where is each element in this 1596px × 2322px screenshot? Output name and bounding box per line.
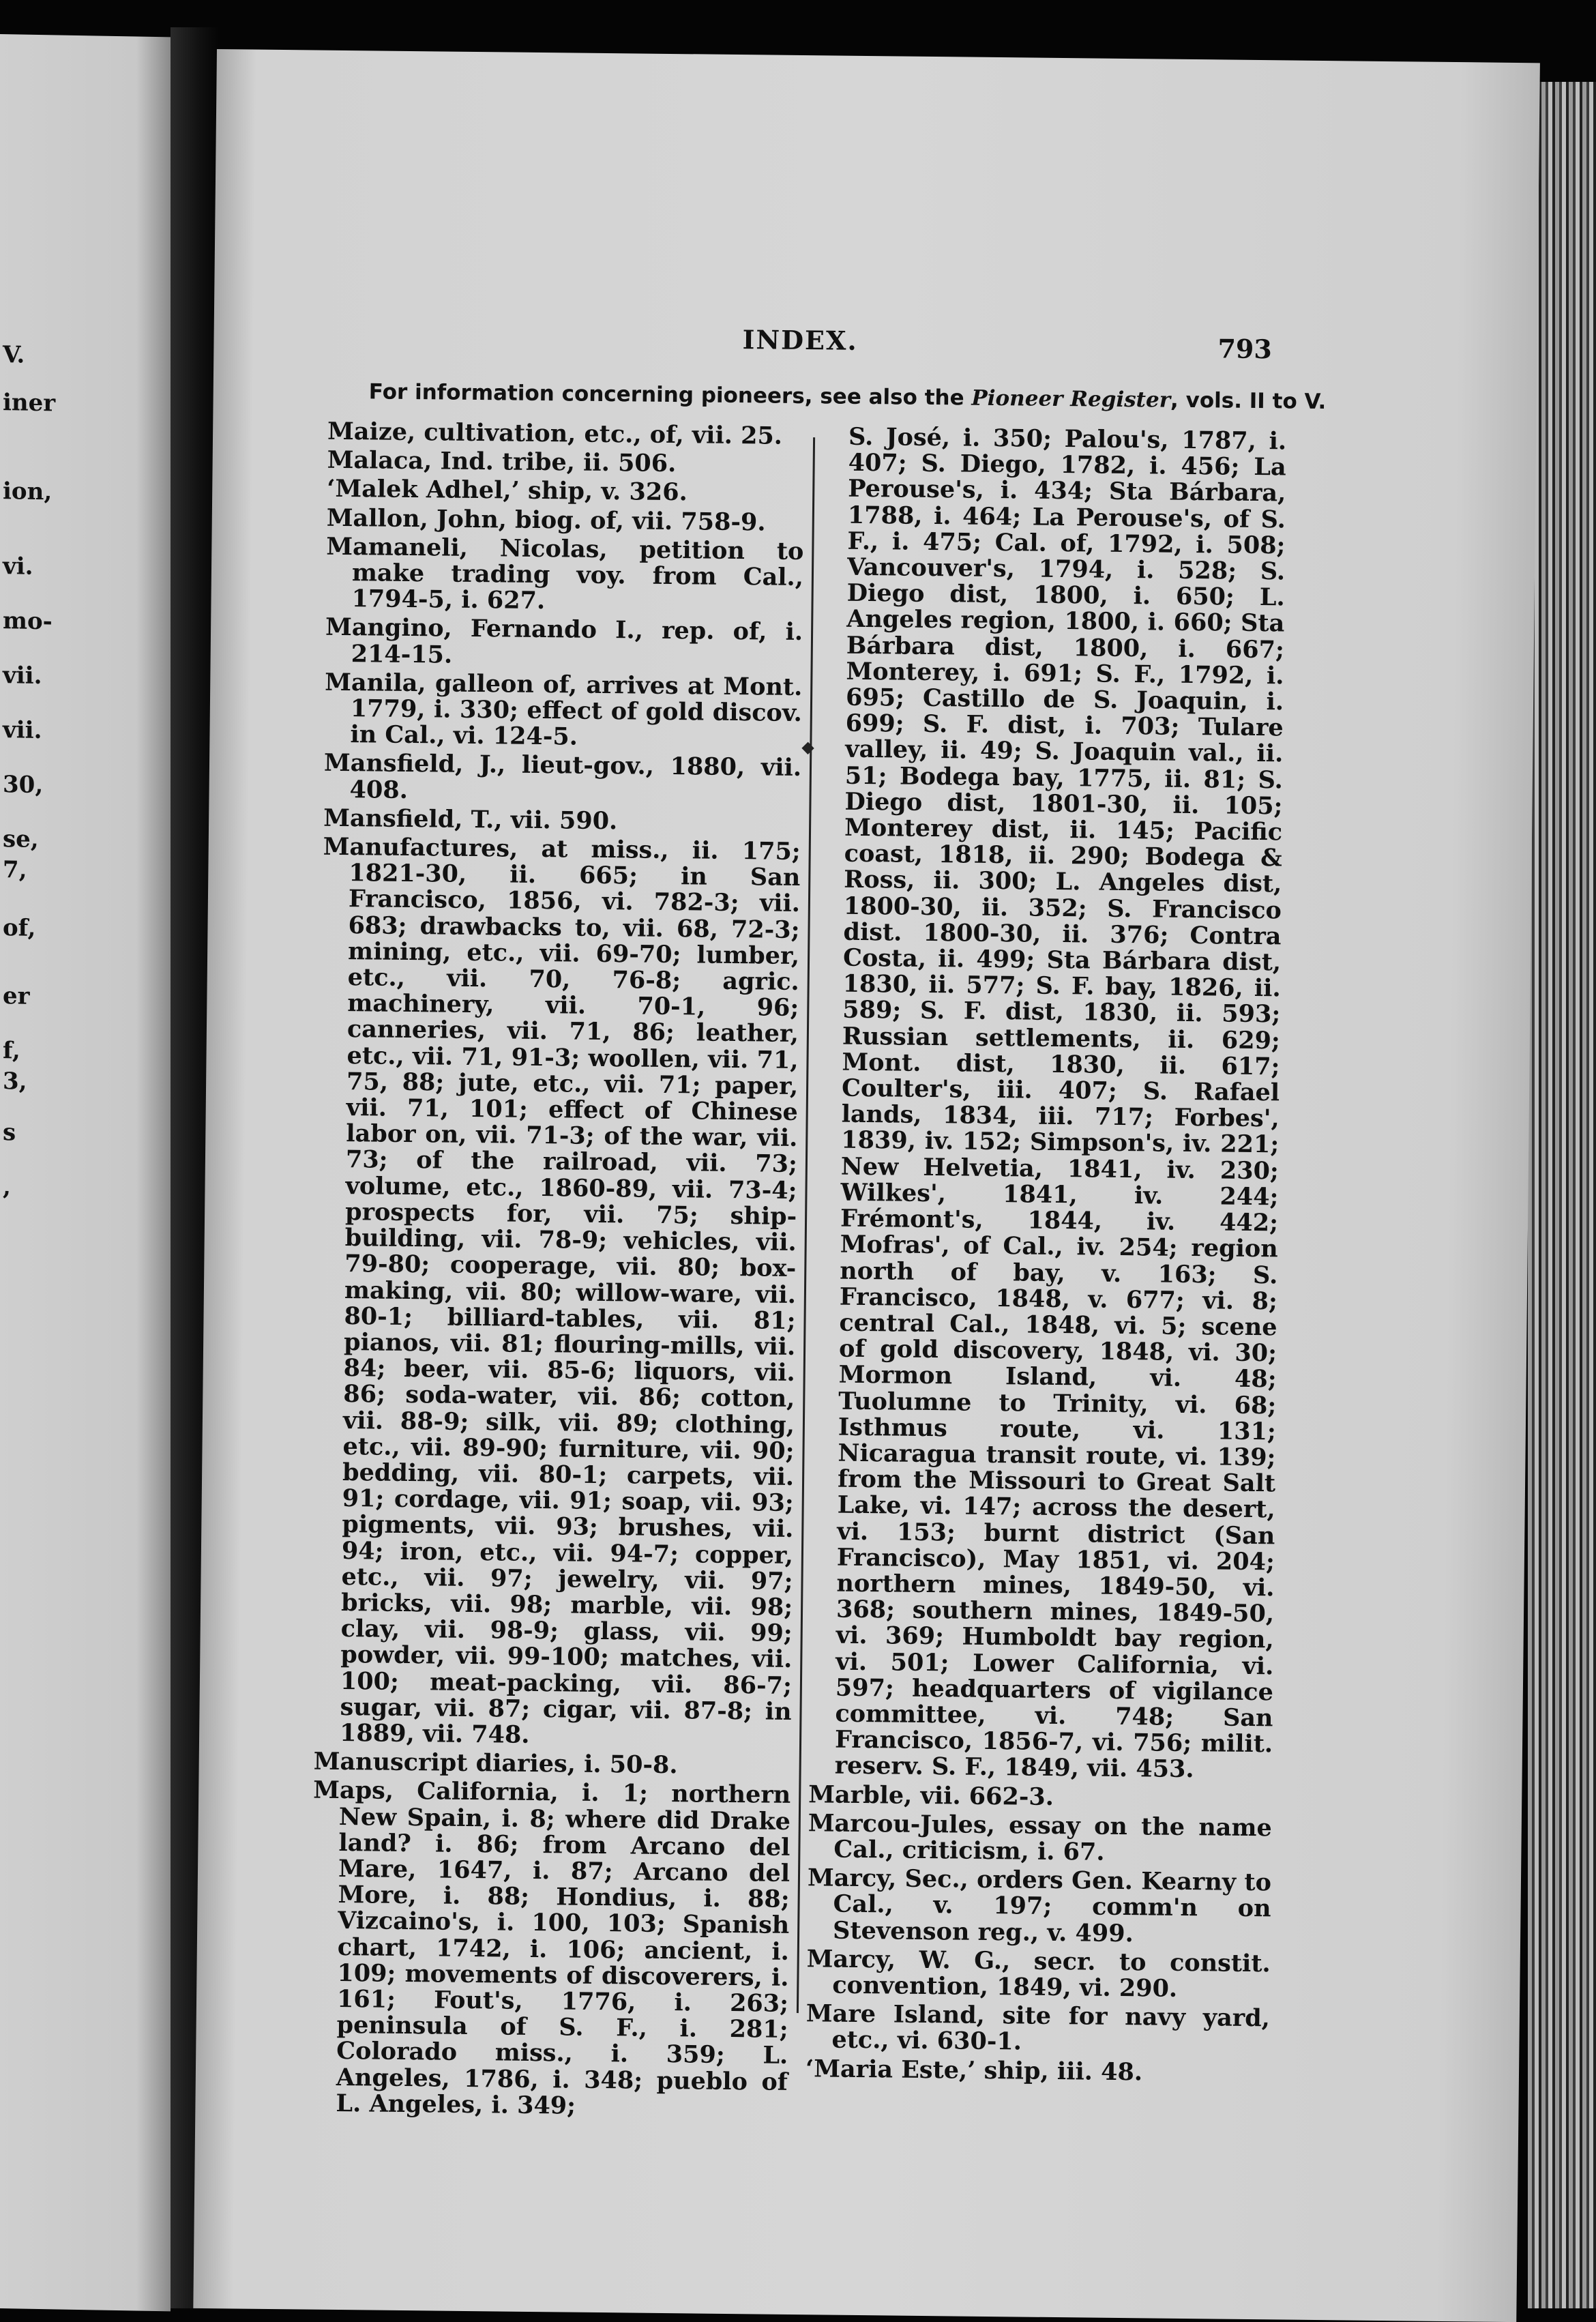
- facing-page-fragment: 30,: [3, 771, 44, 799]
- index-entry: Maize, cultivation, etc., of, vii. 25.: [327, 417, 783, 450]
- facing-page-fragment: mo-: [3, 607, 53, 636]
- running-head: INDEX.: [742, 324, 858, 356]
- page-number: 793: [1217, 333, 1273, 365]
- index-entry: Manufactures, at miss., ii. 175; 1821-30, ii. 665; in San Francisco, 1856, vi. 782-3; vii. 683; drawbacks to, vii. 68, 72-3; mining, etc., vii. 69-70; lumber, etc., vii. 70, 76-8; agric. machinery, vii. 70-1, 96; canneries, vii. 71, 86; leather, etc., vii. 71, 91-3; woollen, vii. 71, 75, 88; jute, etc., vii. 71; paper, vii. 71, 101; effect of Chinese labor on, vii. 71-3; of the war, vii. 73; of the railroad, vii. 73; volume, etc., 1860-89, vii. 73-4; prospects for, vii. 75; ship-building, vii. 78-9; vehicles, vii. 79-80; cooperage, vii. 80; box-making, vii. 80; willow-ware, vii. 80-1; billiard-tables, vii. 81; pianos, vii. 81; flouring-mills, vii. 84; beer, vii. 85-6; liquors, vii. 86; soda-water, vii. 86; cotton, vii. 88-9; silk, vii. 89; clothing, etc., vii. 89-90; furniture, vii. 90; bedding, vii. 80-1; carpets, vii. 91; cordage, vii. 91; soap, vii. 93; pigments, vii. 93; brushes, vii. 94; iron, etc., vii. 94-7; copper, etc., vii. 97; jewelry, vii. 97; bricks, vii. 98; marble, vii. 98; clay, vii. 98-9; glass, vii. 99; powder, vii. 99-100; matches, vii. 100; meat-packing, vii. 86-7; sugar, vii. 87; cigar, vii. 87-8; in 1889, vii. 748.: [323, 832, 801, 1749]
- facing-page-fragment: f,: [3, 1037, 20, 1065]
- facing-page-fragment: er: [3, 982, 30, 1010]
- index-entry: Mallon, John, biog. of, vii. 758-9.: [326, 503, 766, 537]
- index-entry-continuation: S. José, i. 350; Palou's, 1787, i. 407; S. Diego, 1782, i. 456; La Perouse's, i. 434; Sta Bárbara, 1788, i. 464; La Perouse's, of S. F., i. 475; Cal. of, 1792, i. 508; Vancouver's, 1794, i. 528; S. Diego dist, 1800, i. 650; L. Angeles region, 1800, i. 660; Sta Bárbara dist, 1800, i. 667; Monterey, i. 691; S. F., 1792, i. 695; Castillo de S. Joaquin, i. 699; S. F. dist, i. 703; Tulare valley, ii. 49; S. Joaquin val., ii. 51; Bodega bay, 1775, ii. 81; S. Diego dist, 1801-30, ii. 105; Monterey dist, ii. 145; Pacific coast, 1818, ii. 290; Bodega & Ross, ii. 300; L. Angeles dist, 1800-30, ii. 352; S. Francisco dist. 1800-30, ii. 376; Contra Costa, ii. 499; Sta Bárbara dist, 1830, ii. 577; S. F. bay, 1826, ii. 589; S. F. dist, 1830, ii. 593; Russian settlements, ii. 629; Mont. dist, 1830, ii. 617; Coulter's, iii. 407; S. Rafael lands, 1834, iii. 717; Forbes', 1839, iv. 152; Simpson's, iv. 221; New Helvetia, 1841, iv. 230; Wilkes', 1841, iv. 244; Frémont's, 1844, iv. 442; Mofras', of Cal., iv. 254; region north of bay, v. 163; S. Francisco, 1848, v. 677; vi. 8; central Cal., 1848, vi. 5; scene of gold discovery, 1848, vi. 30; Mormon Island, vi. 48; Tuolumne to Trinity, vi. 68; Isthmus route, vi. 131; Nicaragua transit route, vi. 139; from the Missouri to Great Salt Lake, vi. 147; across the desert, vi. 153; burnt district (San Francisco), May 1851, vi. 204; northern mines, 1849-50, vi. 368; southern mines, 1849-50, vi. 369; Humboldt bay region, vi. 501; Lower California, vi. 597; headquarters of vigilance committee, vi. 748; San Francisco, 1856-7, vi. 756; milit. reserv. S. F., 1849, vii. 453.: [834, 422, 1287, 1784]
- facing-page-fragment: of,: [3, 914, 36, 942]
- facing-page-edge: [0, 34, 171, 2311]
- index-column-left: [310, 419, 805, 2124]
- index-entry: Malaca, Ind. tribe, ii. 506.: [327, 445, 677, 478]
- index-entry: Mansfield, J., lieut-gov., 1880, vii. 408.: [323, 749, 802, 804]
- bullet-mark: ◆: [801, 737, 814, 757]
- page-stack-edges: [1528, 82, 1596, 2308]
- facing-page-fragment: iner: [3, 389, 56, 417]
- index-entry: Mare Island, site for navy yard, etc., vi. 630-1.: [806, 1999, 1271, 2056]
- facing-page-fragment: 7,: [3, 856, 27, 884]
- note-text: For information concerning pioneers, see also the: [368, 379, 972, 411]
- note-italic-title: Pioneer Register: [971, 385, 1171, 413]
- index-column-right: [806, 424, 1286, 2089]
- index-entry: Manila, galleon of, arrives at Mont. 1779, i. 330; effect of gold discov. in Cal., vi. 124-5.: [325, 668, 803, 751]
- index-entry: Mamaneli, Nicolas, petition to make trading voy. from Cal., 1794-5, i. 627.: [326, 532, 804, 615]
- facing-page-fragment: s: [3, 1119, 16, 1147]
- index-entry: Marcou-Jules, essay on the name Cal., criticism, i. 67.: [808, 1808, 1272, 1866]
- index-page: [193, 49, 1540, 2322]
- note-text-end: , vols. II to V.: [1170, 387, 1327, 415]
- facing-page-fragment: ,: [3, 1173, 11, 1201]
- pioneer-register-note: [369, 379, 1460, 415]
- facing-page-fragment: 3,: [3, 1068, 27, 1096]
- facing-page-fragment: ion,: [3, 477, 53, 506]
- facing-page-fragment: vi.: [3, 553, 33, 580]
- index-entry: Maps, California, i. 1; northern New Spain, i. 8; where did Drake land? i. 86; from Arcano del Mare, 1647, i. 87; Arcano del More, i. 88; Hondius, i. 88; Vizcaino's, i. 100, 103; Spanish chart, 1742, i. 106; ancient, i. 109; movements of discoverers, i. 161; Fout's, 1776, i. 263; peninsula of S. F., i. 281; Colorado miss., i. 359; L. Angeles, 1786, i. 348; pueblo of L. Angeles, i. 349;: [313, 1776, 791, 2120]
- index-entry: Marble, vii. 662-3.: [808, 1780, 1054, 1811]
- page-header: [213, 319, 1537, 373]
- index-entry: Marcy, Sec., orders Gen. Kearny to Cal., v. 197; comm'n on Stevenson reg., v. 499.: [807, 1864, 1272, 1948]
- facing-page-fragment: V.: [3, 341, 25, 369]
- facing-page-fragment: vii.: [3, 662, 42, 690]
- index-entry: Mangino, Fernando I., rep. of, i. 214-15.: [325, 613, 803, 669]
- index-entry: Manuscript diaries, i. 50-8.: [313, 1747, 678, 1780]
- facing-page-fragment: vii.: [3, 716, 42, 745]
- index-entry: Marcy, W. G., secr. to constit. convention, 1849, vi. 290.: [806, 1944, 1271, 2003]
- index-entry: Mansfield, T., vii. 590.: [323, 804, 618, 836]
- index-entry: ‘Maria Este,’ ship, iii. 48.: [805, 2054, 1143, 2086]
- index-entry: ‘Malek Adhel,’ ship, v. 326.: [327, 475, 688, 507]
- facing-page-fragment: se,: [3, 825, 39, 853]
